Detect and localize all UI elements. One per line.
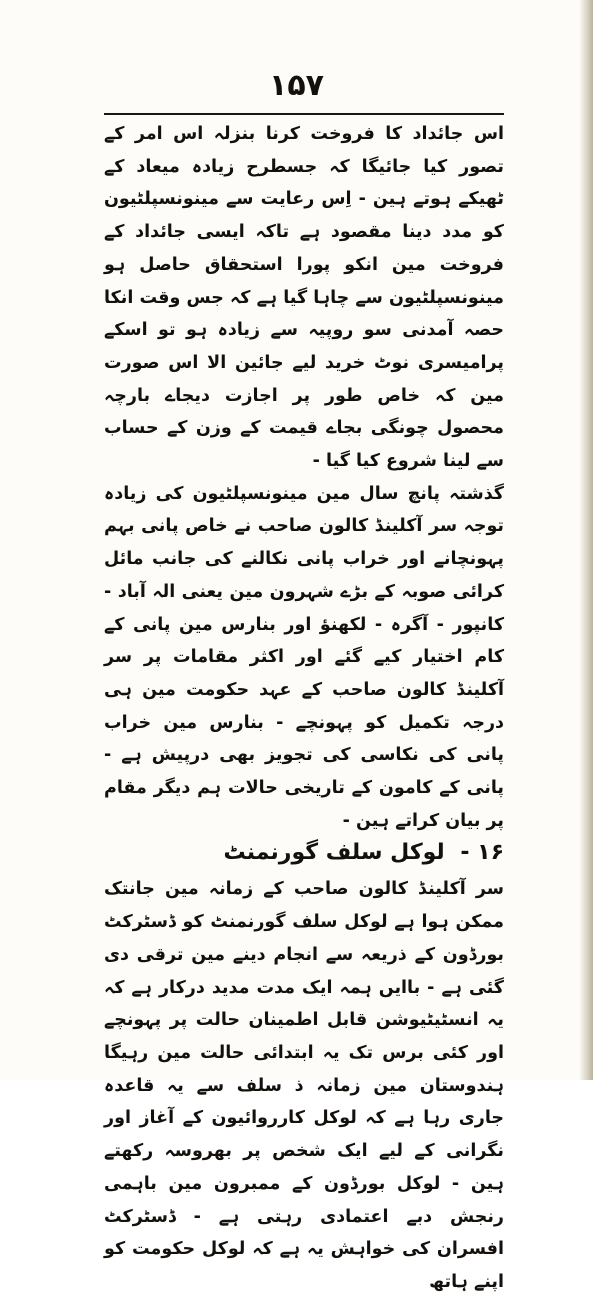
paragraph-3: سر آکلینڈ کالون صاحب کے زمانہ مین جانتک ممکن ہوا ہے لوکل سلف گورنمنٹ کو ڈسٹرکٹ بورڈون کے ذریعہ سے انجام دینے مین ترقی دی گئی ہے - باایں ہمہ ایک مدت مدید درکار ہے کہ یہ انسٹیٹیوشن قابل اطمینان حالت پر پہونچے اور کئی برس تک یہ ابتدائی حالت مین رہیگا ہندوستان مین زمانہ ذ سلف سے یہ قاعدہ جاری رہا ہے کہ لوکل کارروائیون کے آغاز اور نگرانی کے لیے ایک شخص پر بھروسہ رکھتے ہین - لوکل بورڈون کے ممبرون مین باہمی رنجش دبے اعتمادی رہتی ہے - ڈسٹرکٹ افسران کی خواہش یہ ہے کہ لوکل حکومت کو اپنے ہاتھ — [104, 879, 504, 1292]
section-number: ۱۶ - — [460, 840, 504, 866]
page-number: ۱۵۷ — [269, 68, 324, 103]
section-heading — [104, 839, 504, 867]
section-title: لوکل سلف گورنمنٹ — [223, 840, 445, 866]
paragraph-1: اس جائداد کا فروخت کرنا بنزلہ اس امر کے تصور کیا جائیگا کہ جسطرح زیادہ میعاد کے ٹھیکے ہوتے ہین - اِس رعایت سے مینونسپلٹیون کو مدد دینا مقصود ہے تاکہ ایسی جائداد کے فروخت مین انکو پورا استحقاق حاصل ہو مینونسپلٹیون سے چاہا گیا ہے کہ جس وقت انکا حصہ آمدنی سو روپیہ سے زیادہ ہو تو اسکے پرامیسری نوٹ خرید لیے جائین الا اس صورت مین کہ خاص طور پر اجازت دیجاے بارچہ محصول چونگی بجاے قیمت کے وزن کے حساب سے لینا شروع کیا گیا - — [104, 124, 504, 472]
header-rule — [104, 113, 504, 115]
body-text — [104, 118, 504, 1299]
page-binding-edge — [579, 0, 593, 1080]
paragraph-2: گذشتہ پانچ سال مین مینونسپلٹیون کی زیادہ توجہ سر آکلینڈ کالون صاحب نے خاص پانی بہم پہونچانے اور خراب پانی نکالنے کی جانب مائل کرائی صوبہ کے بڑے شہرون مین یعنی الہ آباد - کانپور - آگرہ - لکھنؤ اور بنارس مین پانی کے کام اختیار کیے گئے اور اکثر مقامات پر سر آکلینڈ کالون صاحب کے عہد حکومت مین ہی درجہ تکمیل کو پہونچے - بنارس مین خراب پانی کی نکاسی کی تجویز بھی درپیش ہے - پانی کے کامون کے تاریخی حالات ہم دیگر مقام پر بیان کراتے ہین - — [104, 483, 504, 831]
